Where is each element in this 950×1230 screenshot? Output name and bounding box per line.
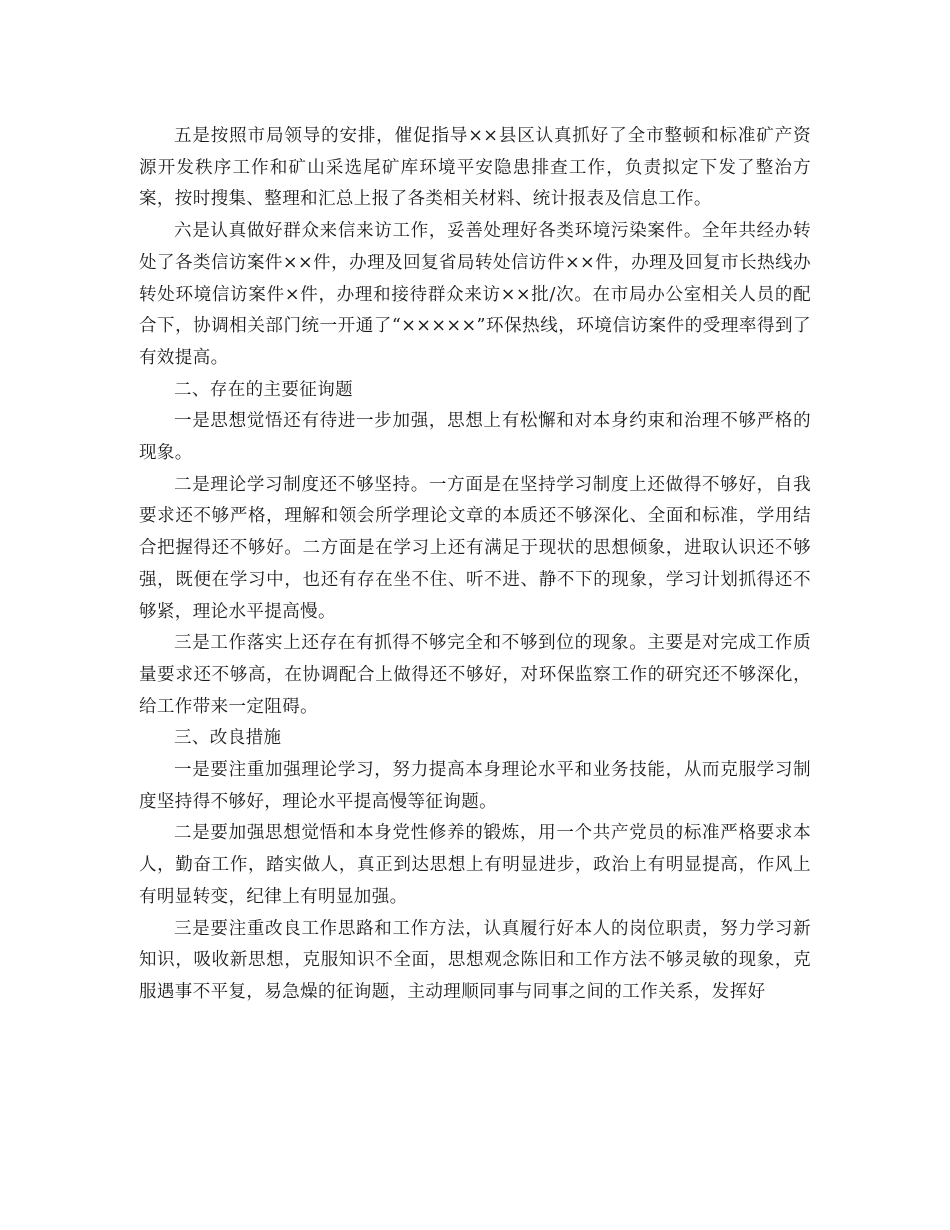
section-heading-measures: 三、改良措施 bbox=[174, 728, 282, 749]
paragraph-work-item-five: 五是按照市局领导的安排，催促指导××县区认真抓好了全市整顿和标准矿产资源开发秩序工作和矿山采选尾矿库环境平安隐患排查工作，负责拟定下发了整治方案，按时搜集、整理和汇总上报了各类相关材料、统计报表及信息工作。 bbox=[139, 126, 811, 210]
paragraph-work-item-six: 六是认真做好群众来信来访工作，妥善处理好各类环境污染案件。全年共经办转处了各类信访案件××件，办理及回复省局转处信访件××件，办理及回复市长热线办转处环境信访案件×件，办理和接待群众来访××批/次。在市局办公室相关人员的配合下，协调相关部门统一开通了“×××××”环保热线，环境信访案件的受理率得到了有效提高。 bbox=[139, 221, 811, 368]
paragraph-problem-two: 二是理论学习制度还不够坚持。一方面是在坚持学习制度上还做得不够好，自我要求还不够严格，理解和领会所学理论文章的本质还不够深化、全面和标准，学用结合把握得还不够好。二方面是在学习上还有满足于现状的思想倾象，进取认识还不够强，既便在学习中，也还有存在坐不住、听不进、静不下的现象，学习计划抓得还不够紧，理论水平提高慢。 bbox=[139, 474, 811, 622]
paragraph-problem-three: 三是工作落实上还存在有抓得不够完全和不够到位的现象。主要是对完成工作质量要求还不够高，在协调配合上做得还不够好，对环保监察工作的研究还不够深化，给工作带来一定阻碍。 bbox=[139, 633, 811, 717]
document-body bbox=[139, 121, 811, 1009]
paragraph-measure-two: 二是要加强思想觉悟和本身党性修养的锻炼，用一个共产党员的标准严格要求本人，勤奋工作，踏实做人，真正到达思想上有明显进步，政治上有明显提高，作风上有明显转变，纪律上有明显加强。 bbox=[139, 823, 811, 907]
paragraph-measure-one: 一是要注重加强理论学习，努力提高本身理论水平和业务技能，从而克服学习制度坚持得不够好，理论水平提高慢等征询题。 bbox=[139, 760, 811, 812]
paragraph-measure-three: 三是要注重改良工作思路和工作方法，认真履行好本人的岗位职责，努力学习新知识，吸收新思想，克服知识不全面，思想观念陈旧和工作方法不够灵敏的现象，克服遇事不平复，易急燥的征询题，主动理顺同事与同事之间的工作关系，发挥好 bbox=[139, 918, 811, 1002]
section-heading-problems: 二、存在的主要征询题 bbox=[174, 379, 353, 400]
paragraph-problem-one: 一是思想觉悟还有待进一步加强，思想上有松懈和对本身约束和治理不够严格的现象。 bbox=[139, 411, 811, 464]
